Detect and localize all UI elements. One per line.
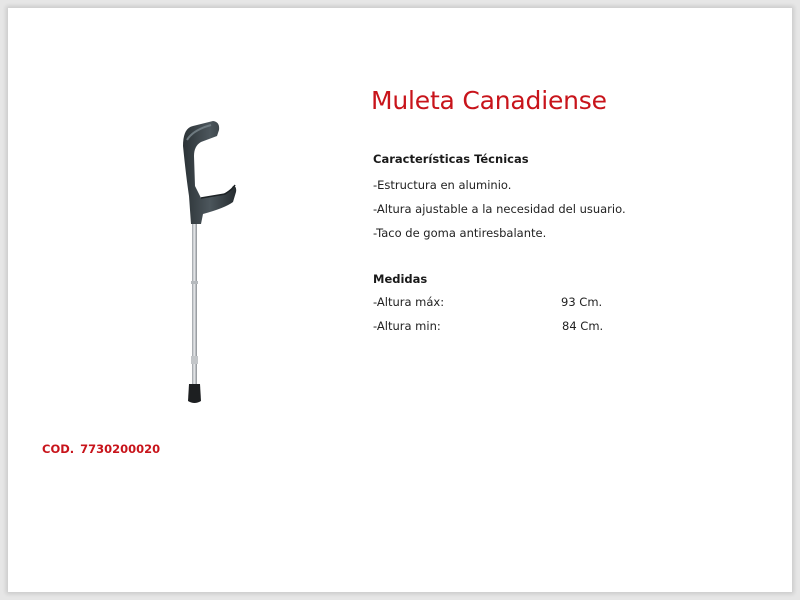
- measure-label: -Altura min:: [373, 319, 441, 333]
- measure-value: 84 Cm.: [562, 319, 604, 333]
- product-code-label: COD.: [42, 442, 75, 456]
- measure-label: -Altura máx:: [373, 295, 445, 309]
- spec-item: -Altura ajustable a la necesidad del usuario.: [373, 202, 626, 216]
- product-title: Muleta Canadiense: [371, 86, 607, 115]
- measures-heading: Medidas: [373, 272, 428, 286]
- product-code: [42, 442, 160, 456]
- spec-item: -Estructura en aluminio.: [373, 178, 512, 192]
- measure-value: 93 Cm.: [561, 295, 603, 309]
- measures: [373, 272, 673, 352]
- crutch-image: [163, 116, 263, 411]
- product-sheet: [8, 8, 792, 592]
- tech-specs: [373, 152, 673, 252]
- tech-specs-heading: Características Técnicas: [373, 152, 529, 166]
- spec-item: -Taco de goma antiresbalante.: [373, 226, 547, 240]
- product-code-value: 7730200020: [80, 442, 161, 456]
